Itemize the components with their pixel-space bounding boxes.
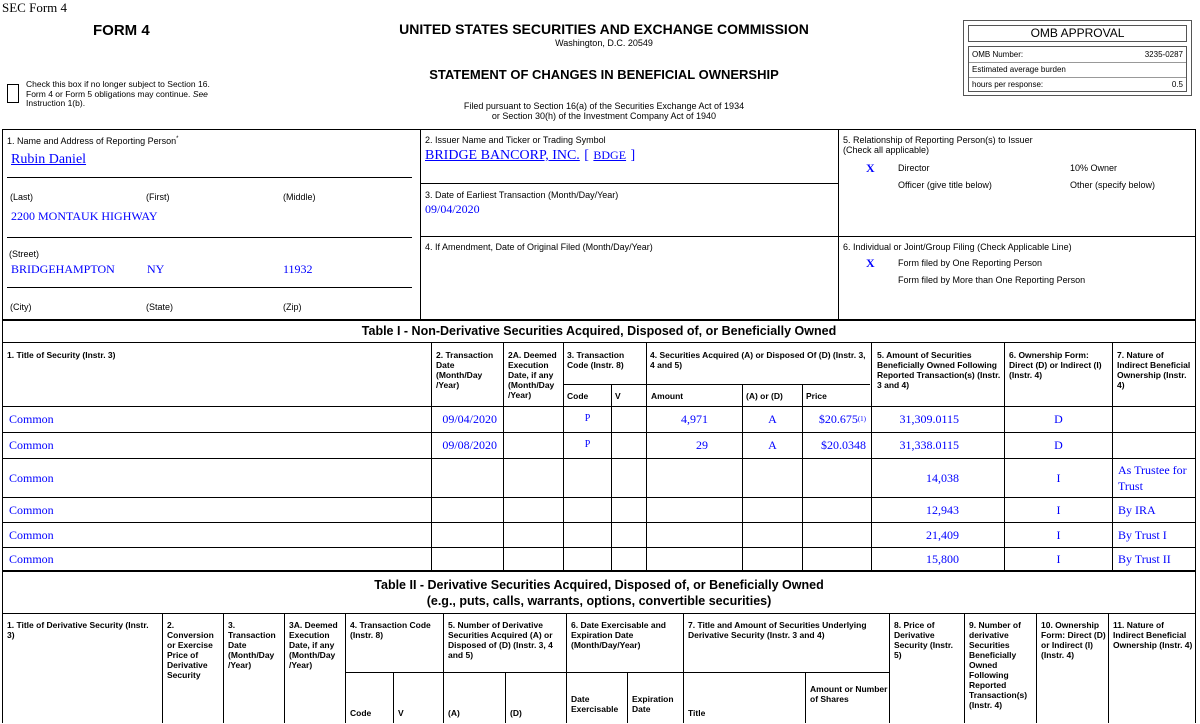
- t1-cell-price: [803, 547, 871, 571]
- t1-title-text: Common: [9, 552, 54, 566]
- omb-hours-label: hours per response:: [972, 80, 1044, 89]
- t2-header-exercisable: 6. Date Exercisable and Expiration Date (Month/Day/Year): [571, 620, 666, 650]
- box3-label: 3. Date of Earliest Transaction (Month/Day/Year): [425, 190, 619, 200]
- t2-header-number: 5. Number of Derivative Securities Acquired (A) or Disposed of (D) (Instr. 3, 4 and 5): [448, 620, 553, 660]
- t1-cell-amount: [647, 547, 742, 571]
- ticker-link[interactable]: BDGE: [593, 148, 627, 162]
- box5-label-2: (Check all applicable): [843, 145, 930, 155]
- t1-cell-title: [3, 458, 431, 497]
- t2-col-line-6: [566, 613, 567, 723]
- one-reporting-checkmark[interactable]: X: [866, 256, 875, 270]
- t1-subheader-aord: (A) or (D): [746, 391, 783, 401]
- box6-label: 6. Individual or Joint/Group Filing (Check Applicable Line): [843, 242, 1072, 252]
- t1-price-text: $20.675: [818, 412, 858, 426]
- t1-cell-owned: [872, 406, 1004, 432]
- t1-title-text: Common: [9, 438, 54, 452]
- more-reporting-label: Form filed by More than One Reporting Person: [898, 275, 1086, 285]
- t1-subheader-line: [563, 384, 870, 385]
- label-street: (Street): [9, 249, 40, 259]
- t2-subheader-d: (D): [510, 708, 522, 718]
- label-zip: (Zip): [283, 302, 302, 312]
- t2-subheader-title: Title: [688, 708, 706, 718]
- t1-cell-price: [803, 458, 871, 497]
- t1-cell-amount: [647, 497, 742, 522]
- t1-subheader-amount: Amount: [651, 391, 684, 401]
- t1-cell-title: [3, 497, 431, 522]
- section16-text-see: See: [192, 88, 208, 99]
- omb-burden-label: Estimated average burden: [972, 65, 1066, 74]
- t1-cell-title: [3, 547, 431, 571]
- table2-title-line: [2, 613, 1196, 614]
- section16-checkbox[interactable]: [7, 84, 19, 103]
- t1-cell-nature: [1113, 432, 1196, 458]
- table2-title-2: (e.g., puts, calls, warrants, options, convertible securities): [426, 594, 772, 608]
- label-last: (Last): [10, 192, 34, 202]
- footnote-marker[interactable]: (1): [857, 415, 866, 423]
- t1-cell-price: [803, 406, 871, 432]
- zip-value: 11932: [283, 262, 313, 276]
- t2-header-nature: 11. Nature of Indirect Beneficial Ownership (Instr. 4): [1113, 620, 1193, 650]
- reporting-person-name-link[interactable]: Rubin Daniel: [11, 152, 87, 167]
- t1-code-text: P: [584, 413, 591, 424]
- divider-v1: [420, 129, 421, 320]
- t1-date-text: 09/04/2020: [442, 412, 497, 426]
- t1-cell-price: [803, 497, 871, 522]
- divider-h-box2: [420, 183, 838, 184]
- t1-subheader-price: Price: [806, 391, 827, 401]
- ten-percent-owner-label: 10% Owner: [1070, 163, 1118, 173]
- t2-header-deemed: 3A. Deemed Execution Date, if any (Month/Day /Year): [289, 620, 338, 670]
- omb-divider-1: [969, 62, 1186, 63]
- t2-col-line-3: [284, 613, 285, 723]
- t2-subheader-amount: Amount or Number of Shares: [810, 684, 888, 704]
- t1-cell-ad: [743, 432, 802, 458]
- t2-subheader-a: (A): [448, 708, 460, 718]
- t1-form-text: I: [1056, 527, 1061, 542]
- filed-pursuant-2: or Section 30(h) of the Investment Company Act of 1940: [491, 111, 717, 121]
- t1-cell-date: [432, 522, 503, 547]
- t1-nature-text: As Trustee for Trust: [1118, 462, 1187, 493]
- t1-price-text: $20.0348: [821, 438, 866, 452]
- t1-form-text: I: [1056, 470, 1061, 485]
- t1-cell-amount: [647, 458, 742, 497]
- t1-cell-deemed: [504, 522, 563, 547]
- t1-cell-deemed: [504, 458, 563, 497]
- t1-cell-date: [432, 432, 503, 458]
- ticker-bracket-close: ]: [630, 148, 636, 163]
- t2-subheader-line: [345, 672, 889, 673]
- t1-cell-ad: [743, 406, 802, 432]
- agency-location: Washington, D.C. 20549: [555, 38, 653, 48]
- t1-header-title: 1. Title of Security (Instr. 3): [7, 350, 116, 360]
- t1-ad-text: A: [768, 412, 777, 426]
- t2-col-line-4: [345, 613, 346, 723]
- t1-title-text: Common: [9, 470, 54, 485]
- agency-title: UNITED STATES SECURITIES AND EXCHANGE COMMISSION: [399, 21, 809, 37]
- t1-cell-code: [564, 497, 611, 522]
- t1-cell-form: [1005, 406, 1112, 432]
- ticker-bracket-open: [: [584, 148, 589, 163]
- t1-cell-code: [564, 458, 611, 497]
- t2-col-line-4b: [393, 672, 394, 723]
- t1-date-text: 09/08/2020: [442, 438, 497, 452]
- t2-col-line-7b: [805, 672, 806, 723]
- t1-header-code: 3. Transaction Code (Instr. 8): [567, 350, 625, 370]
- divider-v2: [838, 129, 839, 320]
- box1-label-text: 1. Name and Address of Reporting Person: [7, 136, 177, 146]
- t1-form-text: I: [1056, 502, 1061, 517]
- section16-text-3: Instruction 1(b).: [26, 98, 86, 108]
- t1-cell-owned: [872, 497, 1004, 522]
- t2-header-title: 1. Title of Derivative Security (Instr. 3): [7, 620, 149, 640]
- omb-details: [968, 46, 1187, 92]
- form-label-top: SEC Form 4: [2, 0, 68, 15]
- omb-number-label: OMB Number:: [972, 50, 1024, 59]
- t2-header-date: 3. Transaction Date (Month/Day /Year): [228, 620, 276, 670]
- t2-subheader-code: Code: [350, 708, 372, 718]
- t2-col-line-2: [223, 613, 224, 723]
- label-middle: (Middle): [283, 192, 316, 202]
- t2-header-underlying: 7. Title and Amount of Securities Underlying Derivative Security (Instr. 3 and 4): [688, 620, 867, 640]
- t1-cell-ad: [743, 497, 802, 522]
- t1-cell-nature: [1113, 522, 1196, 547]
- omb-divider-2: [969, 77, 1186, 78]
- t2-col-line-10: [1036, 613, 1037, 723]
- t1-cell-title: [3, 432, 431, 458]
- t2-col-line-11: [1108, 613, 1109, 723]
- t1-title-text: Common: [9, 502, 54, 517]
- t1-owned-text: 15,800: [926, 552, 959, 566]
- t1-header-owned: 5. Amount of Securities Beneficially Owned Following Reported Transaction(s) (Instr. 3 and 4): [877, 350, 1001, 390]
- t1-form-text: I: [1056, 552, 1061, 566]
- t1-header-deemed: 2A. Deemed Execution Date, if any (Month/Day /Year): [508, 350, 557, 400]
- t2-col-line-6b: [627, 672, 628, 723]
- divider-h-box5: [838, 236, 1196, 237]
- t1-ad-text: A: [768, 438, 777, 452]
- t1-cell-date: [432, 406, 503, 432]
- t1-cell-code: [564, 547, 611, 571]
- t1-cell-nature: [1113, 406, 1196, 432]
- address-underline: [7, 237, 412, 238]
- t1-cell-v: [612, 432, 646, 458]
- form-title: FORM 4: [93, 22, 150, 39]
- box5-label-1: 5. Relationship of Reporting Person(s) to Issuer: [843, 135, 1033, 145]
- table1-title-line: [2, 342, 1196, 343]
- omb-hours-value: 0.5: [1171, 80, 1183, 89]
- box1-label: [7, 136, 178, 146]
- t1-cell-form: [1005, 497, 1112, 522]
- t1-cell-deemed: [504, 547, 563, 571]
- other-label: Other (specify below): [1070, 180, 1156, 190]
- officer-label: Officer (give title below): [898, 180, 992, 190]
- city-value: BRIDGEHAMPTON: [11, 262, 115, 276]
- t1-code-text: P: [584, 439, 591, 450]
- t1-cell-deemed: [504, 406, 563, 432]
- t1-cell-amount: [647, 522, 742, 547]
- t2-header-form: 10. Ownership Form: Direct (D) or Indirect (I) (Instr. 4): [1041, 620, 1106, 660]
- t1-cell-price: [803, 432, 871, 458]
- t2-subheader-exercisable: Date Exercisable: [571, 694, 619, 714]
- omb-title: OMB APPROVAL: [968, 25, 1187, 42]
- t1-cell-v: [612, 458, 646, 497]
- box1-asterisk: *: [176, 136, 179, 142]
- box4-label: 4. If Amendment, Date of Original Filed (Month/Day/Year): [425, 242, 653, 252]
- t2-col-line-5: [443, 613, 444, 723]
- t1-header-nature: 7. Nature of Indirect Beneficial Ownership (Instr. 4): [1117, 350, 1191, 390]
- issuer-line: [425, 146, 635, 164]
- t1-title-text: Common: [9, 527, 54, 542]
- t1-cell-date: [432, 458, 503, 497]
- issuer-name-link[interactable]: BRIDGE BANCORP, INC.: [425, 148, 580, 163]
- t1-cell-ad: [743, 547, 802, 571]
- omb-number-value: 3235-0287: [1144, 50, 1183, 59]
- t2-header-price: 8. Price of Derivative Security (Instr. 5): [894, 620, 954, 660]
- t1-cell-nature: [1113, 458, 1196, 497]
- t1-cell-v: [612, 497, 646, 522]
- t1-cell-title: [3, 406, 431, 432]
- t1-subheader-code: Code: [567, 391, 589, 401]
- table1-title: Table I - Non-Derivative Securities Acquired, Disposed of, or Beneficially Owned: [361, 324, 837, 338]
- t1-cell-ad: [743, 458, 802, 497]
- earliest-transaction-date: 09/04/2020: [425, 202, 480, 216]
- t1-cell-amount: [647, 432, 742, 458]
- t1-amount-text: 4,971: [681, 412, 708, 426]
- t1-nature-text: By IRA: [1118, 502, 1156, 517]
- box2-label: 2. Issuer Name and Ticker or Trading Symbol: [425, 135, 606, 145]
- t1-header-date: 2. Transaction Date (Month/Day /Year): [436, 350, 494, 390]
- section16-text-2a: Form 4 or Form 5 obligations may continue.: [26, 88, 191, 99]
- t2-header-number-owned: 9. Number of derivative Securities Beneficially Owned Following Reported Transaction(s) (Instr. 4): [969, 620, 1028, 710]
- section16-text: [26, 80, 210, 109]
- t1-nature-text: By Trust I: [1118, 527, 1167, 542]
- t1-cell-owned: [872, 458, 1004, 497]
- statement-title: STATEMENT OF CHANGES IN BENEFICIAL OWNERSHIP: [429, 67, 779, 82]
- t1-header-acquired: 4. Securities Acquired (A) or Disposed Of (D) (Instr. 3, 4 and 5): [650, 350, 866, 370]
- t1-cell-date: [432, 547, 503, 571]
- t1-cell-form: [1005, 458, 1112, 497]
- t2-subheader-v: V: [398, 708, 404, 718]
- label-first: (First): [146, 192, 170, 202]
- t1-title-text: Common: [9, 412, 54, 426]
- t1-owned-text: 31,338.0115: [899, 438, 959, 452]
- divider-h-box3: [420, 236, 838, 237]
- t2-header-code: 4. Transaction Code (Instr. 8): [350, 620, 431, 640]
- t1-cell-date: [432, 497, 503, 522]
- t1-cell-v: [612, 406, 646, 432]
- t1-cell-v: [612, 522, 646, 547]
- t1-owned-text: 31,309.0115: [899, 412, 959, 426]
- director-label: Director: [898, 163, 930, 173]
- t2-col-line-5b: [505, 672, 506, 723]
- t1-cell-form: [1005, 547, 1112, 571]
- t1-owned-text: 21,409: [926, 527, 959, 542]
- director-checkmark[interactable]: X: [866, 161, 875, 175]
- address-value: 2200 MONTAUK HIGHWAY: [11, 209, 158, 223]
- t1-cell-form: [1005, 432, 1112, 458]
- one-reporting-label: Form filed by One Reporting Person: [898, 258, 1043, 268]
- t1-cell-price: [803, 522, 871, 547]
- t1-owned-text: 12,943: [926, 502, 959, 517]
- t1-cell-ad: [743, 522, 802, 547]
- t1-cell-deemed: [504, 432, 563, 458]
- t2-col-line-9: [964, 613, 965, 723]
- t1-cell-code: [564, 406, 611, 432]
- t1-cell-deemed: [504, 497, 563, 522]
- t1-cell-title: [3, 522, 431, 547]
- t1-cell-amount: [647, 406, 742, 432]
- t1-subheader-v: V: [615, 391, 621, 401]
- t1-cell-owned: [872, 547, 1004, 571]
- t1-cell-owned: [872, 432, 1004, 458]
- t1-cell-code: [564, 432, 611, 458]
- t1-cell-owned: [872, 522, 1004, 547]
- t2-subheader-expiration: Expiration Date: [632, 694, 674, 714]
- city-underline: [7, 287, 412, 288]
- t1-header-form: 6. Ownership Form: Direct (D) or Indirect (I) (Instr. 4): [1009, 350, 1102, 380]
- t1-owned-text: 14,038: [926, 470, 959, 485]
- t1-nature-text: By Trust II: [1118, 552, 1171, 566]
- section16-text-1: Check this box if no longer subject to Section 16.: [26, 79, 210, 89]
- t1-cell-nature: [1113, 497, 1196, 522]
- t2-col-line-7: [683, 613, 684, 723]
- label-city: (City): [10, 302, 32, 312]
- t1-cell-form: [1005, 522, 1112, 547]
- t2-col-line-1: [162, 613, 163, 723]
- t1-form-text: D: [1054, 438, 1063, 452]
- t1-cell-code: [564, 522, 611, 547]
- t1-cell-v: [612, 547, 646, 571]
- name-underline: [7, 177, 412, 178]
- t1-cell-nature: [1113, 547, 1196, 571]
- filed-pursuant-1: Filed pursuant to Section 16(a) of the Securities Exchange Act of 1934: [463, 101, 745, 111]
- state-value: NY: [147, 262, 165, 276]
- t1-amount-text: 29: [696, 438, 708, 452]
- label-state: (State): [146, 302, 174, 312]
- t1-form-text: D: [1054, 412, 1063, 426]
- t2-header-conversion: 2. Conversion or Exercise Price of Derivative Security: [167, 620, 214, 680]
- t2-col-line-8: [889, 613, 890, 723]
- table2-title-1: Table II - Derivative Securities Acquired, Disposed of, or Beneficially Owned: [374, 578, 824, 592]
- omb-approval-box: [963, 20, 1192, 96]
